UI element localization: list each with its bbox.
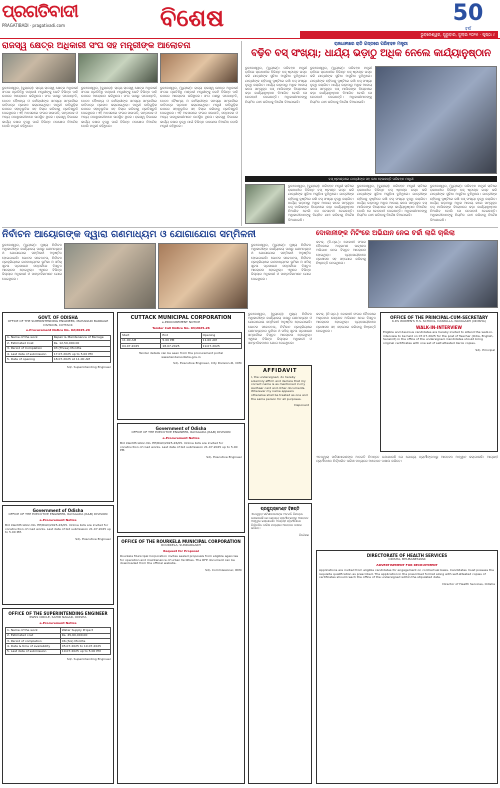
- story-revenue-body-col1: ଭୁବନେଶ୍ୱର, (ବ୍ୟୁରୋ): ରାଜ୍ୟ ରାଜସ୍ୱ କ୍ଷେତ୍ର ଅଧିକାରୀ ସଂଘର ପ୍ରତିନିଧି ମଣ୍ଡଳୀ ମନ୍ତ୍ରୀଙ୍କୁ ଭେଟି ବିଭିନ୍ନ ଦାବି ଉପରେ ଆଲୋଚନା କରିଥିଲେ। ସଂଘ ପକ୍ଷରୁ ପଦୋନ୍ନତି, ବେତନ ବୈଷମ୍ୟ ଓ କର୍ମଚାରୀଙ୍କ ସମସ୍ୟା ସମ୍ପର୍କରେ ଦାବିପତ୍ର ପ୍ରଦାନ କରାଯାଇଥିଲା। ମନ୍ତ୍ରୀ ଦାବିଗୁଡ଼ିକ ଉପରେ ସହାନୁଭୂତିର ସହ ବିଚାର କରିବାକୁ ପ୍ରତିଶ୍ରୁତି ଦେଇଥିଲେ। ଏହି ଅବସରରେ ସଂଘର ସଭାପତି, ସମ୍ପାଦକ ଓ ଅନ୍ୟ ପଦାଧିକାରୀମାନେ ଉପସ୍ଥିତ ଥିଲେ। ରାଜସ୍ୱ ବିଭାଗର କାର୍ଯ୍ୟ ଦକ୍ଷତା ବୃଦ୍ଧି ପାଇଁ ବିଭିନ୍ନ ପଦକ୍ଷେପ ନିଆଯିବ ବୋଲି ମନ୍ତ୍ରୀ କହିଥିଲେ।: [2, 86, 78, 128]
- ad-rayagada-sub: OFFICE OF THE EXECUTIVE ENGINEER, RAYAGADA (R&B) DIVISION: [131, 430, 231, 434]
- cell: Opening: [201, 333, 241, 338]
- story-shopkeepers-headline[interactable]: ଦୋକାନୀଙ୍କ ମିଟିଂରେ ଅଭିଯାନ ନେଇ ଚର୍ଚ୍ଚା ଲାଗି ଚାଲିଲା: [316, 229, 455, 237]
- ad-sahid-sub: RWSS CIRCLE, SAHID NAGAR, ODISHA: [29, 615, 87, 619]
- cell: 5. Date of opening: [6, 357, 53, 362]
- story-revenue-photo-2: [78, 53, 158, 83]
- ad-rourkela-sub: ROURKELA, SUNDARGARH: [161, 543, 201, 547]
- ad-rayagada-body: Bid Identification No. EE/RGD/2025-26/05. Online bids are invited for construction of road works. Last date of bid submission 21.07.2025 up to 5.00 PM.: [120, 441, 238, 453]
- ad-barrage-sign: Sd/- Superintending Engineer: [66, 364, 111, 369]
- story-election-body-col1: ଭୁବନେଶ୍ୱର, (ବ୍ୟୁରୋ): ମୁଖ୍ୟ ନିର୍ବାଚନ ଅଧିକାରୀଙ୍କ କାର୍ଯ୍ୟାଳୟ ପକ୍ଷରୁ ଗଣମାଧ୍ୟମ ଓ ଯୋଗାଯୋଗ ସମ୍ମିଳନୀ ଅନୁଷ୍ଠିତ ହୋଇଯାଇଛି। ଭୋଟର ସଚେତନତା, ନିର୍ବାଚନ ପ୍ରକ୍ରିୟାରେ ଗଣମାଧ୍ୟମର ଭୂମିକା ଓ ସଠିକ୍ ସୂଚନା ପ୍ରସାରଣ ସମ୍ପର୍କରେ ବିସ୍ତୃତ ଆଲୋଚନା ହୋଇଥିଲା। ଏଥିରେ ବିଭିନ୍ନ ଜିଲ୍ଲାର ଅଧିକାରୀ ଓ ସାମ୍ବାଦିକମାନେ ଯୋଗ ଦେଇଥିଲେ।: [2, 243, 62, 281]
- cell: 05.07.2025 to 19.07.2025: [60, 644, 110, 649]
- ad-interview-heading: WALK-IN-INTERVIEW: [416, 324, 462, 330]
- cell: 11.00 AM: [121, 338, 161, 343]
- cell: Rs. 12,50,000.00: [52, 341, 110, 346]
- ad-health-body: Applications are invited from eligible candidates for engagement on contractual basis. Candidates must possess the requisite qualification as prescribed. The application in the prescribed format along with self-attested copies of certificates should reach the office of the undersigned within the stipulated date.: [319, 568, 494, 580]
- ad-rourkela-title: OFFICE OF THE ROURKELA MUNICIPAL CORPORATION: [121, 539, 241, 544]
- cell: 4. Date & time of availability: [6, 644, 61, 649]
- story-bus-inset-photo: [245, 184, 285, 224]
- anniversary-number: 50: [452, 1, 484, 26]
- ad-affidavit[interactable]: [248, 365, 312, 500]
- cell: Start: [121, 333, 161, 338]
- ad-interview-sub: K.P.S WOMEN'S H.S. SCHOOL, DASPALLA, NAYAGARH (ODISHA): [391, 319, 487, 323]
- notice-odia-block: ଏତଦ୍ୱାରା ସର୍ବସାଧାରଣଙ୍କ ଅବଗତି ନିମନ୍ତେ ଜଣାଯାଉଛି ଯେ ଯୋଗ୍ୟ ପ୍ରାର୍ଥୀଙ୍କଠାରୁ ଆବେଦନ ଆହ୍ୱାନ କରାଯାଉଛି। ଆଗ୍ରହୀ ପ୍ରାର୍ଥୀମାନେ ନିର୍ଦ୍ଧାରିତ ତାରିଖ ମଧ୍ୟରେ ଆବେଦନ ଦାଖଲ କରିବେ।: [316, 455, 498, 464]
- ad-cmc-heading: Tender Call Notice No. 04/2025-26: [152, 325, 210, 330]
- ad-rural-heading: e-Procurement Notice: [39, 517, 77, 522]
- ad-sahid-table: [5, 627, 111, 655]
- affidavit-body: I, the undersigned, do hereby solemnly affirm and declare that my correct name is as mentioned in my Aadhaar card and other documents. Wherever my name appears otherwise shall be treated as one and the same person for all purposes.: [251, 375, 308, 401]
- cell: 3. Period of Completion: [6, 346, 53, 351]
- ad-interview-sign: Sd/- Principal: [475, 347, 495, 352]
- ad-barrage-sub: OFFICE OF THE SUPERINTENDING ENGINEER, MAHANADI BARRAGE DIVISION, CUTTACK: [7, 319, 109, 327]
- ad-cmc-dates-table: [120, 332, 242, 349]
- cell: 19.07.2025: [201, 344, 241, 349]
- ad-rayagada-heading: e-Procurement Notice: [162, 435, 200, 440]
- cell: 1. Name of the work: [6, 335, 53, 340]
- cell: End: [161, 333, 201, 338]
- cell: 5. Last date of submission: [6, 649, 61, 654]
- ad-rourkela-heading: Request for Proposal: [163, 548, 199, 553]
- story-revenue-headline[interactable]: ରାଜସ୍ୱ କ୍ଷେତ୍ର ଅଧିକାରୀ ସଂଘ ସହ ମନ୍ତ୍ରୀଙ୍କ ଆଲୋଚନା: [2, 41, 191, 51]
- ad-cmc-title: CUTTACK MUNICIPAL CORPORATION: [130, 315, 232, 321]
- cell: 18.07.2025: [161, 344, 201, 349]
- ad-rayagada-title: Government of Odisha: [155, 426, 207, 431]
- story-revenue-photo-1: [2, 53, 76, 83]
- dateline: ଭୁବନେଶ୍ୱର, ଗୁରୁବାର, ଜୁଲାଇ ୨୦୨୫ · ପୃଷ୍ଠା ୯: [300, 31, 498, 38]
- story-bus-caption: ବସ୍ ଷ୍ଟାଣ୍ଡରେ ଯାତ୍ରୀଙ୍କ ସହ କଥା ହେଉଛନ୍ତି ପରିବହନ ମନ୍ତ୍ରୀ: [245, 176, 497, 182]
- cell: 11.00 AM: [201, 338, 241, 343]
- ad-barrage-tender[interactable]: [2, 312, 114, 502]
- story-shopkeepers-body: କଟକ, (ନି.ପ୍ର.): ଦୋକାନୀ ସଂଘର ବୈଠକରେ ଅକ୍ରମଣ ଉଚ୍ଛେଦ ଅଭିଯାନ ନେଇ ବିସ୍ତୃତ ଆଲୋଚନା ହୋଇଥିଲା। ବ୍ୟବସାୟୀମାନେ ପ୍ରଶାସନ ସହ ସହଯୋଗ କରିବାକୁ ନିଷ୍ପତ୍ତି ନେଇଥିଲେ।: [316, 240, 366, 266]
- masthead-rule: [0, 38, 500, 39]
- story-bus-body-col5: ଭୁବନେଶ୍ୱର, (ବ୍ୟୁରୋ): ପରିବହନ ମନ୍ତ୍ରୀ ରାତିରେ ରାଜଧାନୀର ବିଭିନ୍ନ ବସ୍ ଷ୍ଟାଣ୍ଡ ଗସ୍ତ କରି ଯାତ୍ରୀଙ୍କ ସୁବିଧା ଅସୁବିଧା ବୁଝିଥିଲେ। ଯାତ୍ରୀଙ୍କ ଚାହିଦାକୁ ଦୃଷ୍ଟିରେ ରଖି ବସ୍ ସଂଖ୍ୟା ବୃଦ୍ଧି କରାଯିବ। ଧାର୍ଯ୍ୟ ଭଡ଼ାଠାରୁ ଅଧିକ ଆଦାୟ କଲେ ସମ୍ପୃକ୍ତ ବସ୍ ମାଲିକଙ୍କ ବିରୋଧରେ କଡ଼ା କାର୍ଯ୍ୟାନୁଷ୍ଠାନ ନିଆଯିବ ବୋଲି ସେ ଚେତାବନୀ ଦେଇଛନ୍ତି। ଅଧିକାରୀମାନଙ୍କୁ ନିୟମିତ ଯାଞ୍ଚ କରିବାକୁ ନିର୍ଦ୍ଦେଶ ଦିଆଯାଇଛି।: [430, 184, 497, 222]
- ad-sahid-sign: Sd/- Superintending Engineer: [66, 657, 111, 662]
- ad-sahid-title: OFFICE OF THE SUPERINTENDING ENGINEER: [8, 611, 108, 616]
- section-title: ବିଶେଷ: [160, 3, 224, 32]
- ad-rayagada[interactable]: [117, 423, 245, 533]
- story-bus-photo: [375, 66, 497, 174]
- story-bus-body-col2: ଭୁବନେଶ୍ୱର, (ବ୍ୟୁରୋ): ପରିବହନ ମନ୍ତ୍ରୀ ରାତିରେ ରାଜଧାନୀର ବିଭିନ୍ନ ବସ୍ ଷ୍ଟାଣ୍ଡ ଗସ୍ତ କରି ଯାତ୍ରୀଙ୍କ ସୁବିଧା ଅସୁବିଧା ବୁଝିଥିଲେ। ଯାତ୍ରୀଙ୍କ ଚାହିଦାକୁ ଦୃଷ୍ଟିରେ ରଖି ବସ୍ ସଂଖ୍ୟା ବୃଦ୍ଧି କରାଯିବ। ଧାର୍ଯ୍ୟ ଭଡ଼ାଠାରୁ ଅଧିକ ଆଦାୟ କଲେ ସମ୍ପୃକ୍ତ ବସ୍ ମାଲିକଙ୍କ ବିରୋଧରେ କଡ଼ା କାର୍ଯ୍ୟାନୁଷ୍ଠାନ ନିଆଯିବ ବୋଲି ସେ ଚେତାବନୀ ଦେଇଛନ୍ତି। ଅଧିକାରୀମାନଙ୍କୁ ନିୟମିତ ଯାଞ୍ଚ କରିବାକୁ ନିର୍ଦ୍ଦେଶ ଦିଆଯାଇଛି।: [310, 66, 372, 104]
- cell: Repair & Maintenance of Barrage: [52, 335, 110, 340]
- odia-notice-sign: ନିର୍ଦ୍ଦେଶକ: [299, 532, 309, 537]
- story-bus-body-col4: ଭୁବନେଶ୍ୱର, (ବ୍ୟୁରୋ): ପରିବହନ ମନ୍ତ୍ରୀ ରାତିରେ ରାଜଧାନୀର ବିଭିନ୍ନ ବସ୍ ଷ୍ଟାଣ୍ଡ ଗସ୍ତ କରି ଯାତ୍ରୀଙ୍କ ସୁବିଧା ଅସୁବିଧା ବୁଝିଥିଲେ। ଯାତ୍ରୀଙ୍କ ଚାହିଦାକୁ ଦୃଷ୍ଟିରେ ରଖି ବସ୍ ସଂଖ୍ୟା ବୃଦ୍ଧି କରାଯିବ। ଧାର୍ଯ୍ୟ ଭଡ଼ାଠାରୁ ଅଧିକ ଆଦାୟ କଲେ ସମ୍ପୃକ୍ତ ବସ୍ ମାଲିକଙ୍କ ବିରୋଧରେ କଡ଼ା କାର୍ଯ୍ୟାନୁଷ୍ଠାନ ନିଆଯିବ ବୋଲି ସେ ଚେତାବନୀ ଦେଇଛନ୍ତି। ଅଧିକାରୀମାନଙ୍କୁ ନିୟମିତ ଯାଞ୍ଚ କରିବାକୁ ନିର୍ଦ୍ଦେଶ ଦିଆଯାଇଛି।: [357, 184, 427, 218]
- story-election-body-col2: ଭୁବନେଶ୍ୱର, (ବ୍ୟୁରୋ): ମୁଖ୍ୟ ନିର୍ବାଚନ ଅଧିକାରୀଙ୍କ କାର୍ଯ୍ୟାଳୟ ପକ୍ଷରୁ ଗଣମାଧ୍ୟମ ଓ ଯୋଗାଯୋଗ ସମ୍ମିଳନୀ ଅନୁଷ୍ଠିତ ହୋଇଯାଇଛି। ଭୋଟର ସଚେତନତା, ନିର୍ବାଚନ ପ୍ରକ୍ରିୟାରେ ଗଣମାଧ୍ୟମର ଭୂମିକା ଓ ସଠିକ୍ ସୂଚନା ପ୍ରସାରଣ ସମ୍ପର୍କରେ ବିସ୍ତୃତ ଆଲୋଚନା ହୋଇଥିଲା। ଏଥିରେ ବିଭିନ୍ନ ଜିଲ୍ଲାର ଅଧିକାରୀ ଓ ସାମ୍ବାଦିକମାନେ ଯୋଗ ଦେଇଥିଲେ।: [251, 243, 311, 281]
- cell: Water Supply Project: [60, 628, 110, 633]
- ad-health-title: DIRECTORATE OF HEALTH SERVICES: [366, 553, 448, 558]
- cell: 4. Last date of submission: [6, 352, 53, 357]
- anniversary-badge: [440, 1, 496, 31]
- cell: 3. Period of completion: [6, 639, 61, 644]
- ad-rourkela[interactable]: [117, 536, 245, 784]
- story-bus-headline[interactable]: ବଢ଼ିବ ବସ୍ ସଂଖ୍ୟା; ଧାର୍ଯ୍ୟ ଭଡ଼ାଠୁ ଅଧିକ ନେଲେ କାର୍ଯ୍ୟାନୁଷ୍ଠାନ: [251, 48, 491, 59]
- odia-notice-title: ପ୍ରକ୍ୟୁର୍‌ମେଣ୍ଟ ବିଜ୍ଞପ୍ତି: [260, 506, 300, 511]
- story-revenue-body-col2: ଭୁବନେଶ୍ୱର, (ବ୍ୟୁରୋ): ରାଜ୍ୟ ରାଜସ୍ୱ କ୍ଷେତ୍ର ଅଧିକାରୀ ସଂଘର ପ୍ରତିନିଧି ମଣ୍ଡଳୀ ମନ୍ତ୍ରୀଙ୍କୁ ଭେଟି ବିଭିନ୍ନ ଦାବି ଉପରେ ଆଲୋଚନା କରିଥିଲେ। ସଂଘ ପକ୍ଷରୁ ପଦୋନ୍ନତି, ବେତନ ବୈଷମ୍ୟ ଓ କର୍ମଚାରୀଙ୍କ ସମସ୍ୟା ସମ୍ପର୍କରେ ଦାବିପତ୍ର ପ୍ରଦାନ କରାଯାଇଥିଲା। ମନ୍ତ୍ରୀ ଦାବିଗୁଡ଼ିକ ଉପରେ ସହାନୁଭୂତିର ସହ ବିଚାର କରିବାକୁ ପ୍ରତିଶ୍ରୁତି ଦେଇଥିଲେ। ଏହି ଅବସରରେ ସଂଘର ସଭାପତି, ସମ୍ପାଦକ ଓ ଅନ୍ୟ ପଦାଧିକାରୀମାନେ ଉପସ୍ଥିତ ଥିଲେ। ରାଜସ୍ୱ ବିଭାଗର କାର୍ଯ୍ୟ ଦକ୍ଷତା ବୃଦ୍ଧି ପାଇଁ ବିଭିନ୍ନ ପଦକ୍ଷେପ ନିଆଯିବ ବୋଲି ମନ୍ତ୍ରୀ କହିଥିଲେ।: [81, 86, 157, 128]
- cell: 19.07.2025 up to 5.00 PM: [60, 649, 110, 654]
- row-divider: [2, 227, 498, 228]
- ad-odia-notice[interactable]: [248, 503, 312, 784]
- table-row: [6, 357, 111, 362]
- cell: 06 (Six) Months: [60, 639, 110, 644]
- ad-rural-sign: Sd/- Executive Engineer: [75, 536, 111, 541]
- ad-cmc-tender[interactable]: [117, 312, 245, 420]
- ad-rayagada-sign: Sd/- Executive Engineer: [206, 454, 242, 459]
- anniversary-label: ବର୍ଷ: [465, 26, 471, 31]
- ad-rural-body: Bid Identification No. EE/RGD/2025-26/05. Online bids are invited for construction of road works. Last date of bid submission 21.07.2025 up to 5.00 PM.: [5, 523, 111, 535]
- story-shopkeepers-photo: [368, 240, 498, 308]
- story-bus-body-col3: ଭୁବନେଶ୍ୱର, (ବ୍ୟୁରୋ): ପରିବହନ ମନ୍ତ୍ରୀ ରାତିରେ ରାଜଧାନୀର ବିଭିନ୍ନ ବସ୍ ଷ୍ଟାଣ୍ଡ ଗସ୍ତ କରି ଯାତ୍ରୀଙ୍କ ସୁବିଧା ଅସୁବିଧା ବୁଝିଥିଲେ। ଯାତ୍ରୀଙ୍କ ଚାହିଦାକୁ ଦୃଷ୍ଟିରେ ରଖି ବସ୍ ସଂଖ୍ୟା ବୃଦ୍ଧି କରାଯିବ। ଧାର୍ଯ୍ୟ ଭଡ଼ାଠାରୁ ଅଧିକ ଆଦାୟ କଲେ ସମ୍ପୃକ୍ତ ବସ୍ ମାଲିକଙ୍କ ବିରୋଧରେ କଡ଼ା କାର୍ଯ୍ୟାନୁଷ୍ଠାନ ନିଆଯିବ ବୋଲି ସେ ଚେତାବନୀ ଦେଇଛନ୍ତି। ଅଧିକାରୀମାନଙ୍କୁ ନିୟମିତ ଯାଞ୍ଚ କରିବାକୁ ନିର୍ଦ୍ଦେଶ ଦିଆଯାଇଛି।: [288, 184, 354, 222]
- ad-health-sub: ODISHA, BHUBANESWAR: [388, 557, 426, 561]
- story-revenue[interactable]: [2, 41, 238, 51]
- affidavit-sign: Deponent: [294, 403, 309, 408]
- odia-notice-body: ଏତଦ୍ୱାରା ସର୍ବସାଧାରଣଙ୍କ ଅବଗତି ନିମନ୍ତେ ଜଣାଯାଉଛି ଯେ ଯୋଗ୍ୟ ପ୍ରାର୍ଥୀଙ୍କଠାରୁ ଆବେଦନ ଆହ୍ୱାନ କରାଯାଉଛି। ଆଗ୍ରହୀ ପ୍ରାର୍ଥୀମାନେ ନିର୍ଦ୍ଧାରିତ ତାରିଖ ମଧ୍ୟରେ ଆବେଦନ ଦାଖଲ କରିବେ।: [251, 512, 309, 531]
- story-bus-kicker: ରାଜଧାନୀରେ ରାତି ଗସ୍ତରେ ପରିବହନ ମନ୍ତ୍ରୀ: [334, 42, 408, 47]
- cell: 2. Estimated Cost: [6, 341, 53, 346]
- cell: 5.00 PM: [161, 338, 201, 343]
- ad-sahid-nagar[interactable]: [2, 608, 114, 784]
- story-shopkeepers[interactable]: [316, 229, 498, 237]
- ad-rourkela-body: Rourkela Municipal Corporation invites sealed proposals from eligible agencies for operation and maintenance of urban facilities. The RFP document can be downloaded from the official website.: [120, 554, 239, 566]
- affidavit-title: AFFIDAVIT: [263, 368, 297, 374]
- ad-health-recruitment[interactable]: [316, 550, 498, 784]
- ad-sahid-heading: e-Procurement Notice: [39, 620, 77, 625]
- newspaper-logo[interactable]: [2, 2, 114, 32]
- ad-walk-in-interview[interactable]: [380, 312, 498, 452]
- story-revenue-photo-3: [160, 53, 238, 83]
- masthead: [0, 0, 500, 36]
- ad-health-sign: Director of Health Services, Odisha: [442, 581, 495, 586]
- ad-rural-title: Government of Odisha: [32, 508, 84, 513]
- ad-barrage-table: [5, 335, 111, 363]
- ad-cmc-sign: Sd/- Executive Engineer, City Division-III, CMC: [173, 360, 242, 365]
- ad-rural-works[interactable]: [2, 505, 114, 605]
- story-election[interactable]: [2, 229, 312, 240]
- cell: 17.07.2025 up to 5.00 PM: [52, 352, 110, 357]
- cell: 1. Name of the work: [6, 628, 61, 633]
- cell: 18.07.2025 at 11.00 AM: [52, 357, 110, 362]
- story-bus-body-col1: ଭୁବନେଶ୍ୱର, (ବ୍ୟୁରୋ): ପରିବହନ ମନ୍ତ୍ରୀ ରାତିରେ ରାଜଧାନୀର ବିଭିନ୍ନ ବସ୍ ଷ୍ଟାଣ୍ଡ ଗସ୍ତ କରି ଯାତ୍ରୀଙ୍କ ସୁବିଧା ଅସୁବିଧା ବୁଝିଥିଲେ। ଯାତ୍ରୀଙ୍କ ଚାହିଦାକୁ ଦୃଷ୍ଟିରେ ରଖି ବସ୍ ସଂଖ୍ୟା ବୃଦ୍ଧି କରାଯିବ। ଧାର୍ଯ୍ୟ ଭଡ଼ାଠାରୁ ଅଧିକ ଆଦାୟ କଲେ ସମ୍ପୃକ୍ତ ବସ୍ ମାଲିକଙ୍କ ବିରୋଧରେ କଡ଼ା କାର୍ଯ୍ୟାନୁଷ୍ଠାନ ନିଆଯିବ ବୋଲି ସେ ଚେତାବନୀ ଦେଇଛନ୍ତି। ଅଧିକାରୀମାନଙ୍କୁ ନିୟମିତ ଯାଞ୍ଚ କରିବାକୁ ନିର୍ଦ୍ଦେଶ ଦିଆଯାଇଛି।: [245, 66, 307, 104]
- ad-cmc-footer: Tender details can be seen from the procurement portal www.tendersodisha.gov.in: [138, 351, 223, 359]
- ad-health-heading: ADVERTISEMENT FOR RECRUITMENT: [376, 562, 438, 567]
- column-divider: [241, 41, 242, 226]
- cell: 03 (Three) Months: [52, 346, 110, 351]
- story-election-photo-1: [64, 243, 156, 309]
- table-row: [121, 344, 242, 349]
- story-election-body-col3: ଭୁବନେଶ୍ୱର, (ବ୍ୟୁରୋ): ମୁଖ୍ୟ ନିର୍ବାଚନ ଅଧିକାରୀଙ୍କ କାର୍ଯ୍ୟାଳୟ ପକ୍ଷରୁ ଗଣମାଧ୍ୟମ ଓ ଯୋଗାଯୋଗ ସମ୍ମିଳନୀ ଅନୁଷ୍ଠିତ ହୋଇଯାଇଛି। ଭୋଟର ସଚେତନତା, ନିର୍ବାଚନ ପ୍ରକ୍ରିୟାରେ ଗଣମାଧ୍ୟମର ଭୂମିକା ଓ ସଠିକ୍ ସୂଚନା ପ୍ରସାରଣ ସମ୍ପର୍କରେ ବିସ୍ତୃତ ଆଲୋଚନା ହୋଇଥିଲା। ଏଥିରେ ବିଭିନ୍ନ ଜିଲ୍ଲାର ଅଧିକାରୀ ଓ ସାମ୍ବାଦିକମାନେ ଯୋଗ ଦେଇଥିଲେ।: [248, 312, 312, 346]
- ad-barrage-heading: e-Procurement Notice No. 02/2025-26: [26, 328, 90, 333]
- logo-text: ପ୍ରଗତିବାଦୀ: [2, 2, 78, 22]
- story-election-headline[interactable]: ନିର୍ବାଚନ ଆୟୋଗଙ୍କ ଦ୍ୱାରା ଗଣମାଧ୍ୟମ ଓ ଯୋଗାଯୋଗ ସମ୍ମିଳନୀ: [2, 229, 256, 240]
- cell: 2. Estimated cost: [6, 633, 61, 638]
- story-bus[interactable]: [245, 41, 497, 59]
- ad-cmc-sub: e-PROCUREMENT NOTICE: [161, 320, 201, 324]
- story-shopkeepers-body-col2: କଟକ, (ନି.ପ୍ର.): ଦୋକାନୀ ସଂଘର ବୈଠକରେ ଅକ୍ରମଣ ଉଚ୍ଛେଦ ଅଭିଯାନ ନେଇ ବିସ୍ତୃତ ଆଲୋଚନା ହୋଇଥିଲା। ବ୍ୟବସାୟୀମାନେ ପ୍ରଶାସନ ସହ ସହଯୋଗ କରିବାକୁ ନିଷ୍ପତ୍ତି ନେଇଥିଲେ।: [316, 312, 376, 333]
- logo-subtitle: PRAGATIBADI · pragativadi.com: [2, 23, 65, 28]
- ad-rural-sub: OFFICE OF THE EXECUTIVE ENGINEER, RAYAGADA (R&B) DIVISION: [8, 512, 108, 516]
- ad-barrage-title: GOVT. OF ODISHA: [38, 315, 78, 320]
- ad-rourkela-sign: Sd/- Commissioner, RMC: [205, 567, 242, 572]
- cell: 04.07.2025: [121, 344, 161, 349]
- ad-interview-body: Eligible and desirous candidates are hereby invited to attend the walk-in-interview to be held on 07.07.2025 for the post of Teacher (Odia, English, Sanskrit) in the office of the undersigned. Candidates should bring original certificates with one set of self-attested Xerox copies.: [383, 330, 494, 345]
- story-election-photo-2: [158, 243, 248, 309]
- story-revenue-body-col3: ଭୁବନେଶ୍ୱର, (ବ୍ୟୁରୋ): ରାଜ୍ୟ ରାଜସ୍ୱ କ୍ଷେତ୍ର ଅଧିକାରୀ ସଂଘର ପ୍ରତିନିଧି ମଣ୍ଡଳୀ ମନ୍ତ୍ରୀଙ୍କୁ ଭେଟି ବିଭିନ୍ନ ଦାବି ଉପରେ ଆଲୋଚନା କରିଥିଲେ। ସଂଘ ପକ୍ଷରୁ ପଦୋନ୍ନତି, ବେତନ ବୈଷମ୍ୟ ଓ କର୍ମଚାରୀଙ୍କ ସମସ୍ୟା ସମ୍ପର୍କରେ ଦାବିପତ୍ର ପ୍ରଦାନ କରାଯାଇଥିଲା। ମନ୍ତ୍ରୀ ଦାବିଗୁଡ଼ିକ ଉପରେ ସହାନୁଭୂତିର ସହ ବିଚାର କରିବାକୁ ପ୍ରତିଶ୍ରୁତି ଦେଇଥିଲେ। ଏହି ଅବସରରେ ସଂଘର ସଭାପତି, ସମ୍ପାଦକ ଓ ଅନ୍ୟ ପଦାଧିକାରୀମାନେ ଉପସ୍ଥିତ ଥିଲେ। ରାଜସ୍ୱ ବିଭାଗର କାର୍ଯ୍ୟ ଦକ୍ଷତା ବୃଦ୍ଧି ପାଇଁ ବିଭିନ୍ନ ପଦକ୍ଷେପ ନିଆଯିବ ବୋଲି ମନ୍ତ୍ରୀ କହିଥିଲେ।: [160, 86, 238, 128]
- table-row: [6, 649, 111, 654]
- cell: Rs. 45,60,000.00: [60, 633, 110, 638]
- ad-interview-title: OFFICE OF THE PRINCIPAL-CUM-SECRETARY: [390, 315, 488, 320]
